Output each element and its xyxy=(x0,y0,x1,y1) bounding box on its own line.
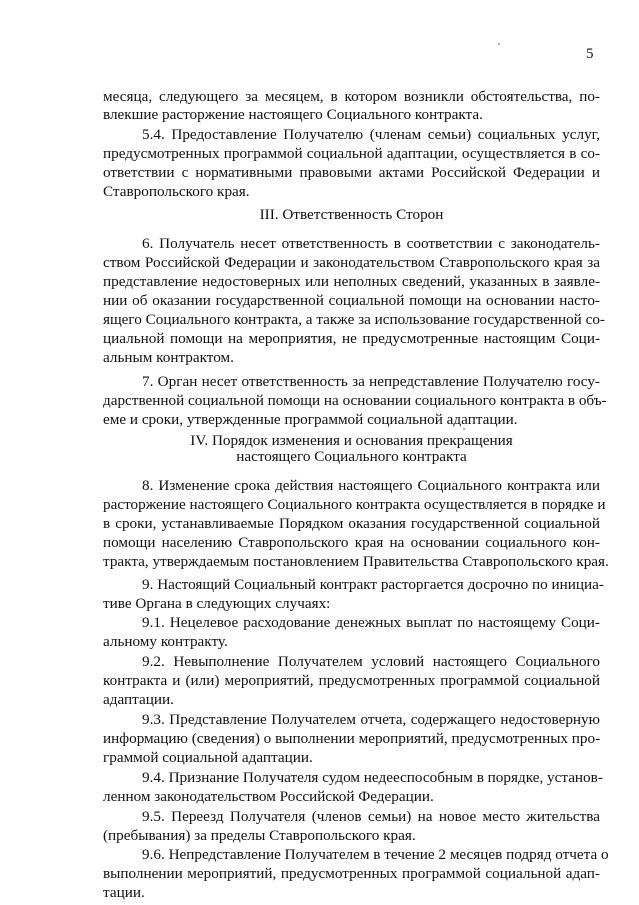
text-line: альному контракту. xyxy=(103,633,228,650)
text-line: информацию (сведения) о выполнении мероприятий, предусмотренных про- xyxy=(103,730,601,747)
text-line: Ставропольского края. xyxy=(103,183,250,200)
section-heading: III. Ответственность Сторон xyxy=(259,206,444,223)
text-line: представление недостоверных или неполных сведений, указанных в заявле- xyxy=(103,273,600,290)
text-line: тиве Органа в следующих случаях: xyxy=(103,595,331,612)
text-line: 5.4. Предоставление Получателю (членам семьи) социальных услуг, xyxy=(142,126,600,143)
text-line: тракта, утверждаемым постановлением Правительства Ставропольского края. xyxy=(103,553,609,570)
text-line: циальной помощи на мероприятия, не предусмотренные настоящим Соци- xyxy=(103,330,600,347)
text-line: ящего Социального контракта, а также за использование государственной со- xyxy=(103,311,605,328)
text-line: ством Российской Федерации и законодательством Ставропольского края за xyxy=(103,254,600,271)
scan-speck xyxy=(498,43,500,45)
text-line: влекшие расторжение настоящего Социального контракта. xyxy=(103,106,483,123)
text-line: 9.3. Представление Получателем отчета, содержащего недостоверную xyxy=(142,711,600,728)
text-line: нии об оказании государственной социальной помощи на основании насто- xyxy=(103,292,600,309)
section-heading: настоящего Социального контракта xyxy=(236,448,467,465)
text-line: 6. Получатель несет ответственность в соответствии с законодатель- xyxy=(142,235,600,252)
text-line: выполнении мероприятий, предусмотренных программой социальной адап- xyxy=(103,865,600,882)
text-line: альным контрактом. xyxy=(103,349,234,366)
text-line: контракта и (или) мероприятий, предусмотренных программой социальной xyxy=(103,672,600,689)
text-line: 9.5. Переезд Получателя (членов семьи) на новое место жительства xyxy=(142,808,600,825)
text-line: 9.4. Признание Получателя судом недееспособным в порядке, установ- xyxy=(142,769,603,786)
text-line: месяца, следующего за месяцем, в котором возникли обстоятельства, по- xyxy=(103,88,600,105)
text-line: 9.2. Невыполнение Получателем условий настоящего Социального xyxy=(142,653,600,670)
text-line: адаптации. xyxy=(103,691,174,708)
text-line: 7. Орган несет ответственность за непредставление Получателю госу- xyxy=(142,373,600,390)
text-line: расторжение настоящего Социального контракта осуществляется в порядке и xyxy=(103,496,606,513)
text-line: ответствии с нормативными правовыми актами Российской Федерации и xyxy=(103,164,600,181)
scan-speck xyxy=(463,428,465,430)
text-line: дарственной социальной помощи на основании социального контракта в объ- xyxy=(103,392,607,409)
text-line: 9.1. Нецелевое расходование денежных выплат по настоящему Соци- xyxy=(142,614,600,631)
page-number: 5 xyxy=(586,46,594,62)
text-line: ленном законодательством Российской Федерации. xyxy=(103,788,434,805)
text-line: еме и сроки, утвержденные программой социальной адаптации. xyxy=(103,411,518,428)
text-line: тации. xyxy=(103,884,145,901)
text-line: в сроки, устанавливаемые Порядком оказания государственной социальной xyxy=(103,515,600,532)
text-line: 9. Настоящий Социальный контракт расторгается досрочно по инициа- xyxy=(142,576,604,593)
text-line: помощи населению Ставропольского края на основании социального кон- xyxy=(103,534,600,551)
section-heading: IV. Порядок изменения и основания прекращения xyxy=(190,432,513,449)
text-line: (пребывания) за пределы Ставропольского края. xyxy=(103,827,416,844)
text-line: предусмотренных программой социальной адаптации, осуществляется в со- xyxy=(103,145,600,162)
text-line: 9.6. Непредставление Получателем в течение 2 месяцев подряд отчета о xyxy=(142,846,609,863)
text-line: 8. Изменение срока действия настоящего Социального контракта или xyxy=(142,477,600,494)
text-line: граммой социальной адаптации. xyxy=(103,749,313,766)
